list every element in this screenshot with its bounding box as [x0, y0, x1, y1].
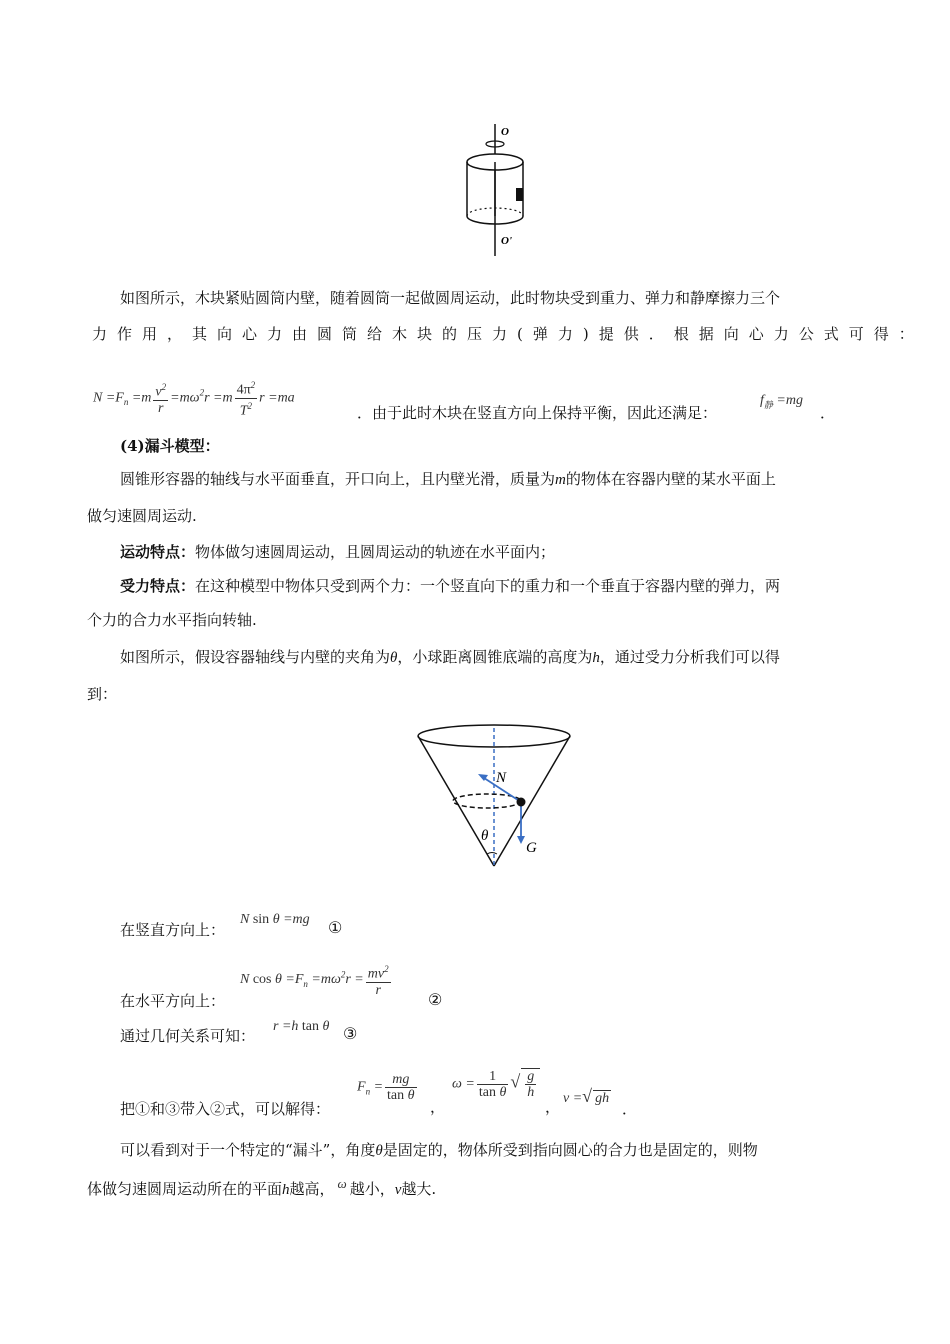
friction-balance-formula: $f_静 =mg$: [760, 393, 803, 410]
label-theta: θ: [481, 828, 489, 844]
para1-end: ．: [820, 404, 836, 422]
solve-sep-2: ，: [545, 1098, 561, 1116]
label-n: N: [496, 770, 507, 786]
para2-line1: 圆锥形容器的轴线与水平面垂直，开口向上，且内壁光滑，质量为m的物体在容器内壁的某水平面上: [120, 470, 776, 488]
eq2-formula: N $\cos \theta =F_n =m\omega^2r$ = $\frac{mv^2}{r}$: [240, 964, 389, 998]
conclusion-line2: 体做匀速圆周运动所在的平面h越高， ω 越小，v越大.: [87, 1176, 437, 1198]
label-o-prime: O': [501, 235, 512, 247]
eq1-formula: N sin θ =mg: [240, 912, 310, 927]
para1-line1: 如图所示，木块紧贴圆筒内壁，随着圆筒一起做圆周运动，此时物块受到重力、弹力和静摩擦力三个: [120, 289, 781, 307]
force-feature: 受力特点：在这种模型中物体只受到两个力：一个竖直向下的重力和一个垂直于容器内壁的弹力，两: [120, 577, 781, 595]
para2-line2: 做匀速圆周运动.: [87, 507, 197, 525]
solution-fn: $F_n$ = $\frac{mg}{\text{tan θ}}$: [357, 1072, 415, 1103]
funnel-left-wall: [418, 736, 494, 866]
funnel-figure: [414, 720, 574, 872]
label-g: G: [526, 840, 537, 856]
solution-omega: ω = $\frac{1}{\text{tan θ}}$ √ $\frac{g}{h}$: [452, 1068, 540, 1100]
eq2-label: 在水平方向上：: [120, 992, 226, 1010]
solve-end: ．: [622, 1100, 638, 1118]
para3-line2: 到：: [87, 685, 118, 703]
eq3-mark: ③: [343, 1024, 358, 1043]
theta-arc: [487, 853, 497, 855]
conclusion-line1: 可以看到对于一个特定的“漏斗”，角度θ是固定的，物体所受到指向圆心的合力也是固定的，则物: [120, 1141, 758, 1159]
eq1-label: 在竖直方向上：: [120, 921, 226, 939]
eq2-mark: ②: [428, 990, 443, 1009]
wood-block: [516, 188, 523, 201]
eq1-mark: ①: [328, 918, 343, 937]
force-feature-line2: 个力的合力水平指向转轴.: [87, 611, 257, 629]
solve-label: 把①和③带入②式，可以解得：: [120, 1100, 331, 1118]
label-o: O: [501, 126, 509, 138]
centripetal-formula: $N =F_n =m$ $\frac{v^2}{r}$ $=m\omega^2r =m$ $\frac{4\pi^2}{T^2}$ r =ma: [93, 380, 295, 419]
solve-sep-1: ，: [430, 1098, 446, 1116]
ball: [517, 798, 526, 807]
eq3-formula: r =h tan θ: [273, 1019, 330, 1034]
para1-tail: ．由于此时木块在竖直方向上保持平衡，因此还满足：: [357, 404, 718, 422]
para3-line1: 如图所示，假设容器轴线与内壁的夹角为θ，小球距离圆锥底端的高度为h，通过受力分析我们可以得: [120, 648, 780, 666]
para1-line2: 力作用，其向心力由圆筒给木块的压力(弹力)提供．根据向心力公式可得：: [92, 325, 924, 343]
section4-title: (4)漏斗模型：: [120, 437, 220, 455]
cylinder-figure: [455, 120, 535, 260]
omega-symbol: ω: [337, 1176, 347, 1191]
solution-v: v =√ gh: [563, 1086, 610, 1106]
eq3-label: 通过几何关系可知：: [120, 1027, 256, 1045]
motion-feature: 运动特点：物体做匀速圆周运动，且圆周运动的轨迹在水平面内；: [120, 543, 556, 561]
